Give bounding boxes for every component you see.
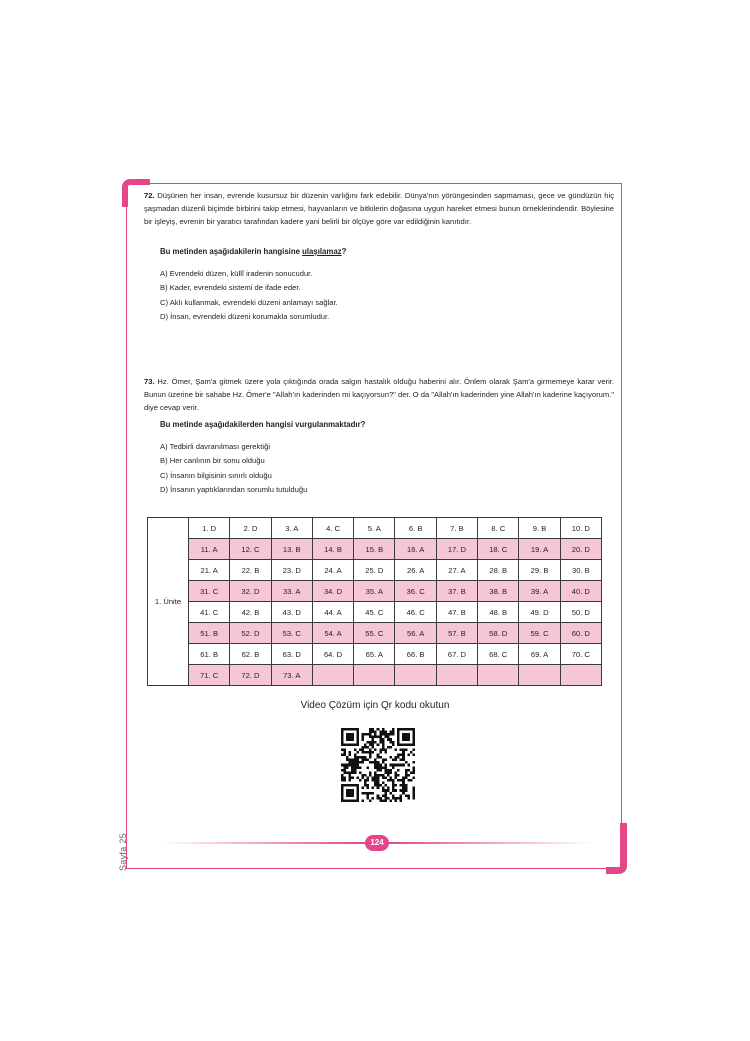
answer-cell: 27. A [436,560,477,581]
answer-cell: 23. D [271,560,312,581]
answer-cell: 4. C [312,518,353,539]
answer-key-table [147,517,602,686]
answer-row [148,602,602,623]
answer-cell: 58. D [478,623,519,644]
answer-cell: 71. C [189,665,230,686]
answer-cell [436,665,477,686]
answer-cell: 11. A [189,539,230,560]
answer-cell: 42. B [230,602,271,623]
answer-row [148,644,602,665]
answer-cell: 35. A [354,581,395,602]
side-page-label: Sayfa 25 [118,833,128,871]
answer-row [148,665,602,686]
answer-cell: 57. B [436,623,477,644]
answer-cell: 65. A [354,644,395,665]
option-a: A) Tedbirli davranılması gerektiği [160,442,271,451]
answer-cell [519,665,560,686]
qr-code-icon[interactable] [341,728,415,802]
answer-cell: 46. C [395,602,436,623]
answer-cell: 13. B [271,539,312,560]
answer-cell: 5. A [354,518,395,539]
answer-cell: 51. B [189,623,230,644]
question-text: Hz. Ömer, Şam'a gitmek üzere yola çıktığında orada salgın hastalık olduğu haberini alır. Önlem olarak Şam'a girmemeye karar verir. Bunun üzerine bir sahabe Hz. Ömer'e "Allah'ın kaderinden mi kaçıyorsun?" der. O da "Allah'ın kaderinden yine Allah'ın kaderine kaçıyorum." diye cevap verir. [144,377,614,412]
answer-cell: 25. D [354,560,395,581]
answer-cell: 15. B [354,539,395,560]
answer-cell: 26. A [395,560,436,581]
question-73-options [160,440,307,497]
answer-cell: 1. D [189,518,230,539]
answer-cell: 31. C [189,581,230,602]
stem-end: ? [341,247,347,256]
answer-cell: 63. D [271,644,312,665]
footer-rule-right [389,842,594,844]
answer-cell: 49. D [519,602,560,623]
answer-cell: 24. A [312,560,353,581]
answer-cell: 32. D [230,581,271,602]
footer-rule-left [160,842,365,844]
answer-cell: 50. D [560,602,601,623]
answer-cell: 22. B [230,560,271,581]
answer-cell: 14. B [312,539,353,560]
answer-cell: 59. C [519,623,560,644]
answer-cell [354,665,395,686]
option-d: D) İnsan, evrendeki düzeni korumakla sorumludur. [160,311,330,321]
stem-text: Bu metinden aşağıdakilerin hangisine [160,247,303,256]
answer-row [148,581,602,602]
answer-cell: 72. D [230,665,271,686]
answer-cell [478,665,519,686]
answer-cell: 34. D [312,581,353,602]
answer-cell: 19. A [519,539,560,560]
answer-cell: 30. B [560,560,601,581]
answer-cell: 7. B [436,518,477,539]
answer-cell: 3. A [271,518,312,539]
option-b: B) Kader, evrendeki sistemi de ifade eder. [160,283,301,293]
answer-cell: 2. D [230,518,271,539]
answer-cell: 16. A [395,539,436,560]
answer-cell: 33. A [271,581,312,602]
answer-cell: 43. D [271,602,312,623]
option-c: C) Aklı kullanmak, evrendeki düzeni anlamayı sağlar. [160,297,338,307]
answer-cell: 39. A [519,581,560,602]
video-solution-caption: Video Çözüm için Qr kodu okutun [300,700,450,711]
answer-cell: 56. A [395,623,436,644]
question-73-stem: Bu metinde aşağıdakilerden hangisi vurgulanmaktadır? [160,420,366,429]
answer-cell [395,665,436,686]
answer-cell: 29. B [519,560,560,581]
answer-cell: 62. B [230,644,271,665]
page-number-badge: 124 [365,835,389,851]
answer-cell: 36. C [395,581,436,602]
question-72 [144,189,614,228]
question-73 [144,375,614,414]
answer-cell: 6. B [395,518,436,539]
answer-cell: 55. C [354,623,395,644]
answer-cell: 45. C [354,602,395,623]
option-c: C) İnsanın bilgisinin sınırlı olduğu [160,470,272,480]
answer-cell: 41. C [189,602,230,623]
question-72-options [160,267,338,324]
answer-cell: 68. C [478,644,519,665]
answer-cell: 8. C [478,518,519,539]
option-a: A) Evrendeki düzen, küllî iradenin sonucudur. [160,269,313,278]
answer-row [148,539,602,560]
frame-corner-bottom-right [606,823,627,874]
option-b: B) Her canlının bir sonu olduğu [160,456,265,466]
question-number: 72. [144,191,155,200]
unit-label: 1. Ünite [148,518,189,686]
answer-cell: 66. B [395,644,436,665]
answer-cell: 53. C [271,623,312,644]
answer-cell: 12. C [230,539,271,560]
answer-cell: 48. B [478,602,519,623]
answer-cell: 73. A [271,665,312,686]
answer-row [148,623,602,644]
answer-cell: 20. D [560,539,601,560]
answer-cell: 40. D [560,581,601,602]
stem-underlined: ulaşılamaz [302,247,342,256]
answer-row [148,518,602,539]
answer-cell: 61. B [189,644,230,665]
answer-cell: 18. C [478,539,519,560]
answer-cell: 17. D [436,539,477,560]
answer-cell: 64. D [312,644,353,665]
option-d: D) İnsanın yaptıklarından sorumlu tutulduğu [160,484,308,494]
answer-cell: 9. B [519,518,560,539]
answer-cell: 10. D [560,518,601,539]
question-72-stem [160,247,346,256]
answer-cell: 70. C [560,644,601,665]
answer-cell: 21. A [189,560,230,581]
answer-cell: 67. D [436,644,477,665]
answer-cell: 28. B [478,560,519,581]
answer-cell: 69. A [519,644,560,665]
answer-cell: 44. A [312,602,353,623]
answer-row [148,560,602,581]
answer-cell [560,665,601,686]
answer-cell: 47. B [436,602,477,623]
question-number: 73. [144,377,155,386]
question-text: Düşünen her insan, evrende kusursuz bir düzenin varlığını fark edebilir. Dünya'nın yörüngesinden sapmaması, gece ve gündüzün hiç şaşmadan düzenli biçimde birbirini takip etmesi, hayvanların ve bitkilerin doğasına uygun hareket etmesi bunun örneklerindendir. Böylesine bir işleyiş, evrenin bir yaratıcı tarafından kadere yani belirli bir ölçüye göre var edildiğinin kanıtıdır. [144,191,614,226]
answer-cell: 60. D [560,623,601,644]
answer-cell: 37. B [436,581,477,602]
answer-cell: 54. A [312,623,353,644]
answer-cell [312,665,353,686]
answer-cell: 52. D [230,623,271,644]
answer-cell: 38. B [478,581,519,602]
